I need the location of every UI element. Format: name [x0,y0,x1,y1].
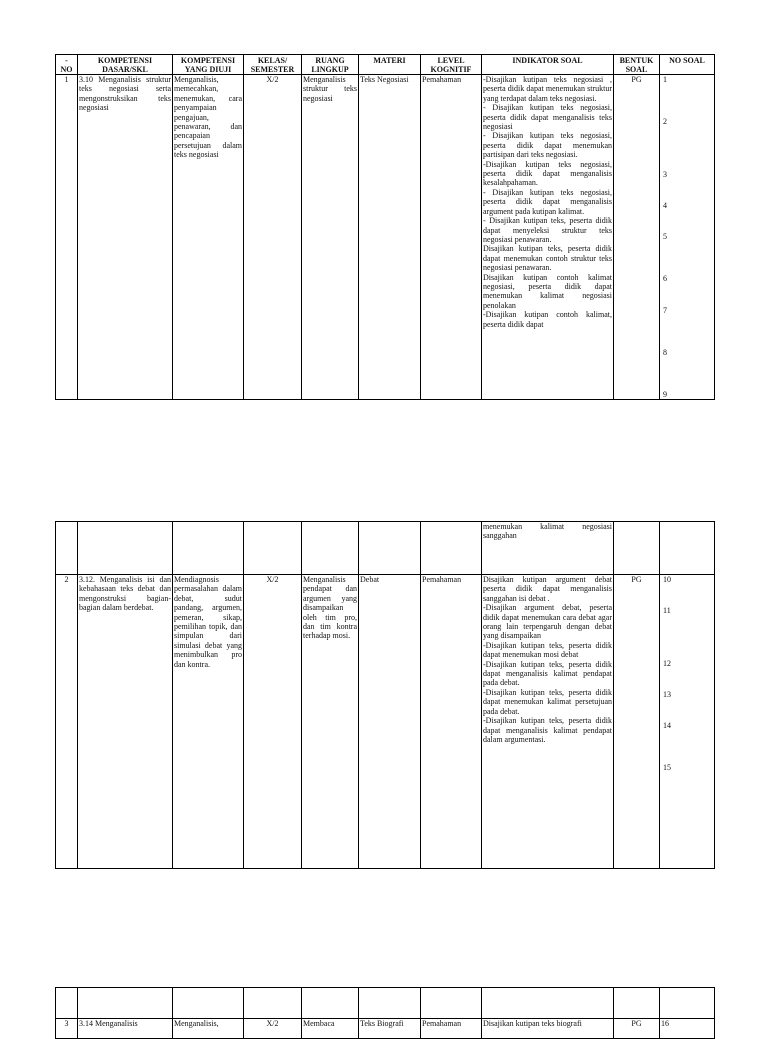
soal-number: 6 [663,274,667,283]
kelas-cell: X/2 [244,75,302,400]
kisi-kisi-table-page-2 [55,521,715,869]
table-row [56,988,715,1019]
kompetensi-diuji-cell: Menganalisis, [173,1019,244,1039]
kompetensi-diuji-cell: Menganalisis, memecahkan, menemukan, cara penyampaian pengajuan, penawaran, dan pencapaian persetujuan dalam teks negosiasi [173,75,244,400]
row-number: 1 [56,75,78,400]
header-kelas: KELAS/ SEMESTER [244,55,302,75]
indikator-item: Disajikan kutipan contoh kalimat negosiasi, peserta didik dapat menemukan kalimat negosiasi penolakan [483,272,612,310]
indikator-item: -Disajikan kutipan teks, peserta didik dapat menganalisis kalimat pendapat dalam argumentasi. [483,716,612,744]
soal-number: 7 [663,306,667,315]
header-no: - NO [56,55,78,75]
soal-number: 14 [663,721,671,730]
bentuk-soal-cell: PG [614,75,660,400]
kompetensi-dasar-cell: 3.14 Menganalisis [78,1019,173,1039]
indikator-item: - Disajikan kutipan teks negosiasi, peserta didik dapat menganalisis argument pada kutipan kalimat. [483,187,612,216]
kisi-kisi-table-page-1 [55,54,715,400]
indikator-item: -Disajikan kutipan teks, peserta didik dapat menemukan kalimat persetujuan pada debat. [483,687,612,716]
soal-number: 1 [663,75,667,84]
bentuk-soal-cell: PG [614,1019,660,1039]
row-number: 3 [56,1019,78,1039]
soal-number: 13 [663,690,671,699]
header-no-soal: NO SOAL [660,55,715,75]
indikator-item: -Disajikan kutipan teks negosiasi , peserta didik dapat menemukan struktur yang terdapat dalam teks negosiasi. [483,75,612,103]
header-kompetensi-diuji: KOMPETENSI YANG DIUJI [173,55,244,75]
bentuk-soal-cell: PG [614,575,660,869]
indikator-item: - Disajikan kutipan teks negosiasi, peserta didik dapat menemukan partisipan dari teks negosiasi. [483,131,612,160]
header-bentuk-soal: BENTUK SOAL [614,55,660,75]
materi-cell: Teks Negosiasi [359,75,421,400]
soal-number: 11 [663,606,671,615]
table-row [56,1019,715,1039]
indikator-item: -Disajikan argument debat, peserta didik dapat menemukan cara debat agar orang lain terpengaruh dengan debat yang disampaikan [483,603,612,641]
indikator-item: - Disajikan kutipan teks, peserta didik dapat menyeleksi struktur teks negosiasi penawaran. [483,216,612,244]
kisi-kisi-table-page-3 [55,987,715,1039]
soal-number: 5 [663,232,667,241]
soal-number: 15 [663,763,671,772]
soal-number: 9 [663,390,667,399]
header-level-kognitif: LEVEL KOGNITIF [421,55,482,75]
header-row [56,55,715,75]
table-row [56,75,715,400]
level-kognitif-cell: Pemahaman [421,75,482,400]
kelas-cell: X/2 [244,575,302,869]
indikator-item: -Disajikan kutipan teks, peserta didik dapat menemukan mosi debat [483,640,612,660]
kelas-cell: X/2 [244,1019,302,1039]
indikator-item: -Disajikan kutipan teks negosiasi, peserta didik dapat menganalisis kesalahpahaman. [483,159,612,188]
indikator-cell [482,75,614,400]
soal-number: 12 [663,659,671,668]
header-ruang-lingkup: RUANG LINGKUP [302,55,359,75]
materi-cell: Debat [359,575,421,869]
table-row [56,522,715,575]
soal-number: 3 [663,170,667,179]
materi-cell: Teks Biografi [359,1019,421,1039]
level-kognitif-cell: Pemahaman [421,1019,482,1039]
indikator-item: -Disajikan kutipan contoh kalimat, peserta didik dapat [483,310,612,329]
kompetensi-diuji-cell: Mendiagnosis permasalahan dalam debat, sudut pandang, argumen, pemeran, sikap, pemilihan topik, dan simpulan dari simulasi debat yang menimbulkan pro dan kontra. [173,575,244,869]
soal-number: 10 [663,575,671,584]
header-kompetensi-dasar: KOMPETENSI DASAR/SKL [78,55,173,75]
soal-number: 2 [663,117,667,126]
indikator-item: Disajikan kutipan argument debat peserta didik dapat menganalisis sanggahan isi debat . [483,575,612,603]
indikator-cell [482,575,614,869]
kompetensi-dasar-cell: 3.12. Menganalisis isi dan kebahasaan teks debat dan mengonstruksi bagian-bagian dalam berdebat. [78,575,173,869]
ruang-lingkup-cell: Menganalisis struktur teks negosiasi [302,75,359,400]
soal-number: 8 [663,348,667,357]
no-soal-cell [660,75,715,400]
no-soal-cell: 16 [660,1019,715,1039]
table-row [56,575,715,869]
no-soal-cell [660,575,715,869]
header-indikator-soal: INDIKATOR SOAL [482,55,614,75]
indikator-cell: Disajikan kutipan teks biografi [482,1019,614,1039]
indikator-item: Disajikan kutipan teks, peserta didik dapat menemukan contoh struktur teks negosiasi penawaran. [483,244,612,273]
indikator-cell: menemukan kalimat negosiasi sanggahan [482,522,614,575]
level-kognitif-cell: Pemahaman [421,575,482,869]
ruang-lingkup-cell: Menganalisis pendapat dan argumen yang disampaikan oleh tim pro, dan tim kontra terhadap mosi. [302,575,359,869]
indikator-item: - Disajikan kutipan teks negosiasi, peserta didik dapat menganalisis teks negosiasi [483,103,612,132]
indikator-item: -Disajikan kutipan teks, peserta didik dapat menganalisis kalimat pendapat pada debat. [483,659,612,688]
kompetensi-dasar-cell: 3.10 Menganalisis struktur teks negosiasi serta mengonstruksikan teks negosiasi [78,75,173,400]
header-materi: MATERI [359,55,421,75]
ruang-lingkup-cell: Membaca [302,1019,359,1039]
row-number: 2 [56,575,78,869]
soal-number: 4 [663,201,667,210]
